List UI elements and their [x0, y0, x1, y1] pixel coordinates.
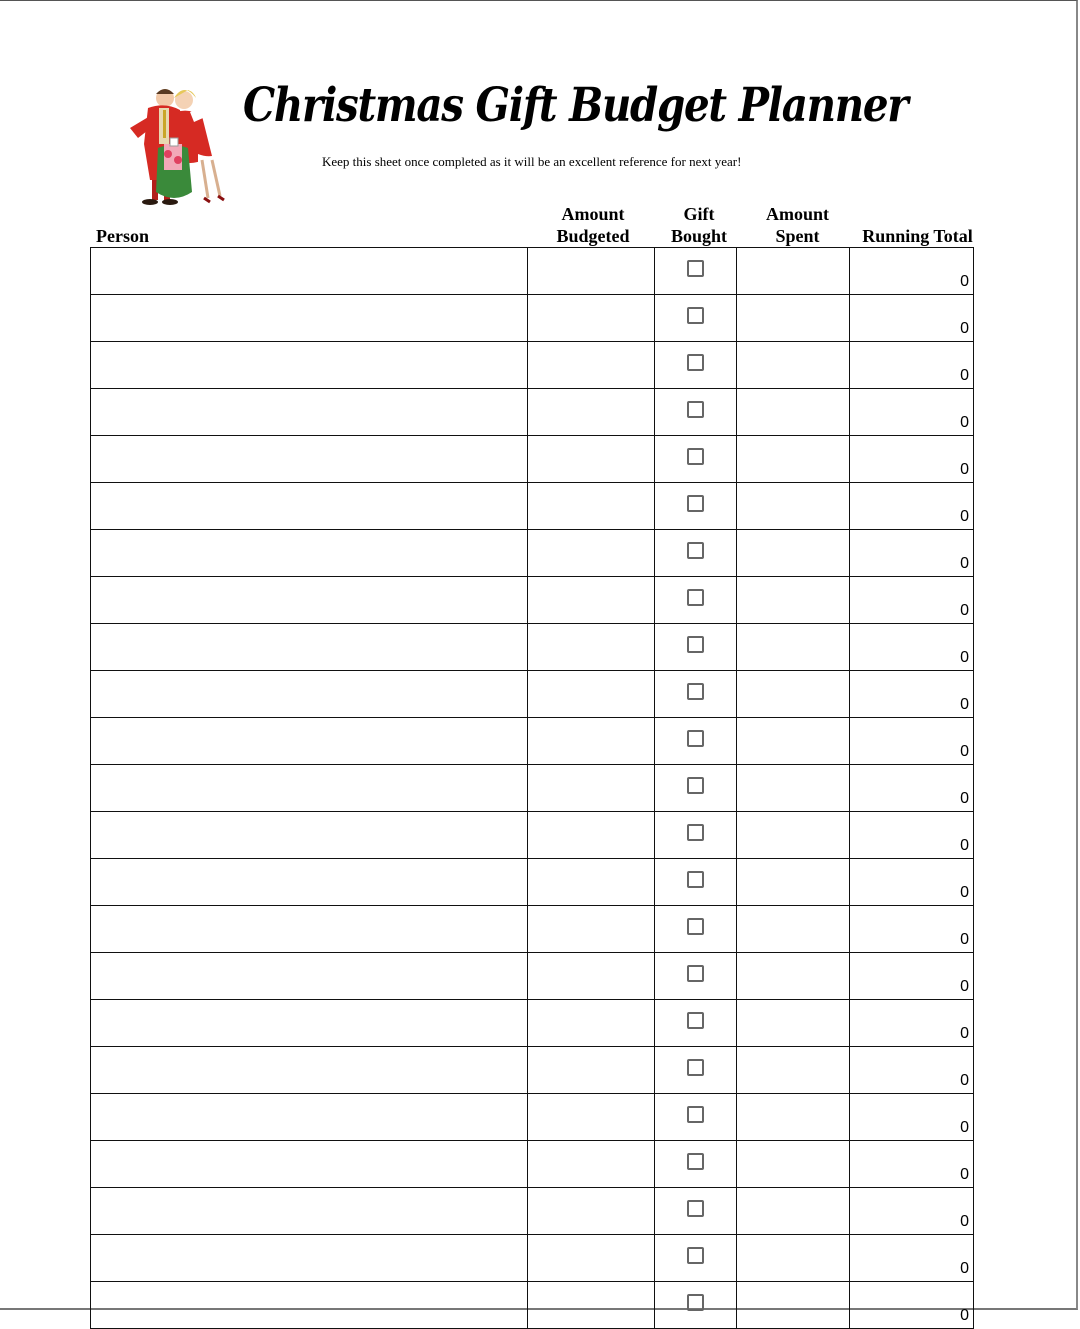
christmas-couple-illustration [118, 84, 234, 210]
amount-spent-cell[interactable] [737, 765, 850, 812]
person-cell[interactable] [91, 812, 528, 859]
running-total-cell: 0 [850, 812, 974, 859]
checkbox-icon[interactable] [687, 1200, 704, 1217]
budget-table-body [91, 248, 974, 1329]
table-row [91, 1188, 974, 1235]
table-row [91, 624, 974, 671]
running-total-cell: 0 [850, 295, 974, 342]
running-total-cell: 0 [850, 1000, 974, 1047]
amount-budgeted-cell[interactable] [528, 1000, 655, 1047]
checkbox-icon[interactable] [687, 1153, 704, 1170]
amount-spent-cell[interactable] [737, 577, 850, 624]
person-cell[interactable] [91, 1282, 528, 1329]
running-total-cell: 0 [850, 1141, 974, 1188]
gift-bought-cell [655, 436, 737, 483]
gift-bought-cell [655, 718, 737, 765]
amount-budgeted-cell[interactable] [528, 530, 655, 577]
person-cell[interactable] [91, 718, 528, 765]
column-header-label: Spent [775, 226, 820, 246]
table-row [91, 248, 974, 295]
amount-spent-cell[interactable] [737, 295, 850, 342]
amount-budgeted-cell[interactable] [528, 765, 655, 812]
table-row [91, 671, 974, 718]
amount-budgeted-cell[interactable] [528, 1235, 655, 1282]
amount-spent-cell[interactable] [737, 812, 850, 859]
running-total-cell: 0 [850, 624, 974, 671]
checkbox-icon[interactable] [687, 1294, 704, 1311]
checkbox-icon[interactable] [687, 1106, 704, 1123]
table-row [91, 1094, 974, 1141]
checkbox-icon[interactable] [687, 495, 704, 512]
column-header-label: Amount [765, 204, 829, 224]
checkbox-icon[interactable] [687, 1059, 704, 1076]
amount-spent-cell[interactable] [737, 859, 850, 906]
person-cell[interactable] [91, 859, 528, 906]
gift-bought-cell [655, 483, 737, 530]
amount-spent-cell[interactable] [737, 483, 850, 530]
amount-spent-cell[interactable] [737, 1188, 850, 1235]
gift-bought-cell [655, 1188, 737, 1235]
amount-budgeted-cell[interactable] [528, 1282, 655, 1329]
amount-budgeted-cell[interactable] [528, 1188, 655, 1235]
running-total-cell: 0 [850, 389, 974, 436]
page-title: Christmas Gift Budget Planner [243, 78, 908, 133]
amount-budgeted-cell[interactable] [528, 1141, 655, 1188]
person-cell[interactable] [91, 1047, 528, 1094]
checkbox-icon[interactable] [687, 542, 704, 559]
gift-bought-cell [655, 1235, 737, 1282]
amount-budgeted-cell[interactable] [528, 906, 655, 953]
person-cell[interactable] [91, 1094, 528, 1141]
checkbox-icon[interactable] [687, 1012, 704, 1029]
amount-spent-cell[interactable] [737, 906, 850, 953]
checkbox-icon[interactable] [687, 260, 704, 277]
checkbox-icon[interactable] [687, 824, 704, 841]
person-cell[interactable] [91, 577, 528, 624]
checkbox-icon[interactable] [687, 683, 704, 700]
page-subtitle: Keep this sheet once completed as it will be an excellent reference for next year! [322, 154, 742, 169]
checkbox-icon[interactable] [687, 448, 704, 465]
person-cell[interactable] [91, 342, 528, 389]
running-total-cell: 0 [850, 1282, 974, 1329]
person-cell[interactable] [91, 530, 528, 577]
amount-spent-cell[interactable] [737, 624, 850, 671]
person-cell[interactable] [91, 389, 528, 436]
table-row [91, 1282, 974, 1329]
running-total-cell: 0 [850, 1094, 974, 1141]
column-header-label: Gift [683, 204, 715, 224]
amount-budgeted-cell[interactable] [528, 389, 655, 436]
gift-bought-cell [655, 859, 737, 906]
gift-bought-cell [655, 624, 737, 671]
column-header-label: Running Total [862, 226, 973, 246]
column-header-label: Budgeted [556, 226, 630, 246]
running-total-cell: 0 [850, 1188, 974, 1235]
person-cell[interactable] [91, 436, 528, 483]
table-row [91, 1047, 974, 1094]
gift-bought-cell [655, 530, 737, 577]
person-cell[interactable] [91, 1235, 528, 1282]
column-header-person [96, 225, 149, 247]
amount-budgeted-cell[interactable] [528, 1094, 655, 1141]
amount-budgeted-cell[interactable] [528, 953, 655, 1000]
table-row [91, 1000, 974, 1047]
gift-bought-cell [655, 248, 737, 295]
amount-spent-cell[interactable] [737, 1000, 850, 1047]
gift-bought-cell [655, 671, 737, 718]
gift-bought-cell [655, 812, 737, 859]
column-header-running-total [855, 225, 980, 247]
running-total-cell: 0 [850, 718, 974, 765]
amount-budgeted-cell[interactable] [528, 624, 655, 671]
checkbox-icon[interactable] [687, 1247, 704, 1264]
column-header-gift-bought [658, 203, 740, 247]
gift-bought-cell [655, 1094, 737, 1141]
checkbox-icon[interactable] [687, 354, 704, 371]
checkbox-icon[interactable] [687, 307, 704, 324]
table-row [91, 859, 974, 906]
amount-spent-cell[interactable] [737, 436, 850, 483]
gift-bought-cell [655, 1047, 737, 1094]
budget-table [90, 247, 974, 1329]
checkbox-icon[interactable] [687, 918, 704, 935]
running-total-cell: 0 [850, 1047, 974, 1094]
table-row [91, 953, 974, 1000]
running-total-cell: 0 [850, 1235, 974, 1282]
checkbox-icon[interactable] [687, 589, 704, 606]
person-cell[interactable] [91, 295, 528, 342]
checkbox-icon[interactable] [687, 965, 704, 982]
gift-bought-cell [655, 765, 737, 812]
amount-budgeted-cell[interactable] [528, 1047, 655, 1094]
person-cell[interactable] [91, 953, 528, 1000]
gift-bought-cell [655, 906, 737, 953]
amount-budgeted-cell[interactable] [528, 671, 655, 718]
gift-bought-cell [655, 1000, 737, 1047]
person-cell[interactable] [91, 483, 528, 530]
person-cell[interactable] [91, 906, 528, 953]
checkbox-icon[interactable] [687, 636, 704, 653]
amount-spent-cell[interactable] [737, 1047, 850, 1094]
checkbox-icon[interactable] [687, 730, 704, 747]
gift-bought-cell [655, 1141, 737, 1188]
amount-spent-cell[interactable] [737, 389, 850, 436]
amount-spent-cell[interactable] [737, 1282, 850, 1329]
amount-spent-cell[interactable] [737, 1094, 850, 1141]
table-row [91, 577, 974, 624]
column-header-label: Amount [561, 204, 625, 224]
table-row [91, 812, 974, 859]
running-total-cell: 0 [850, 530, 974, 577]
column-header-amount-budgeted [529, 203, 657, 247]
amount-budgeted-cell[interactable] [528, 483, 655, 530]
amount-budgeted-cell[interactable] [528, 577, 655, 624]
amount-spent-cell[interactable] [737, 718, 850, 765]
checkbox-icon[interactable] [687, 401, 704, 418]
amount-spent-cell[interactable] [737, 248, 850, 295]
gift-bought-cell [655, 389, 737, 436]
gift-bought-cell [655, 953, 737, 1000]
table-row [91, 906, 974, 953]
gift-bought-cell [655, 577, 737, 624]
column-header-amount-spent [741, 203, 854, 247]
amount-budgeted-cell[interactable] [528, 859, 655, 906]
person-cell[interactable] [91, 1000, 528, 1047]
table-row [91, 530, 974, 577]
person-cell[interactable] [91, 671, 528, 718]
amount-budgeted-cell[interactable] [528, 295, 655, 342]
amount-budgeted-cell[interactable] [528, 436, 655, 483]
running-total-cell: 0 [850, 953, 974, 1000]
amount-spent-cell[interactable] [737, 953, 850, 1000]
table-row [91, 483, 974, 530]
running-total-cell: 0 [850, 248, 974, 295]
amount-spent-cell[interactable] [737, 1235, 850, 1282]
person-cell[interactable] [91, 248, 528, 295]
gift-bought-cell [655, 342, 737, 389]
running-total-cell: 0 [850, 436, 974, 483]
table-row [91, 389, 974, 436]
amount-budgeted-cell[interactable] [528, 342, 655, 389]
table-row [91, 342, 974, 389]
checkbox-icon[interactable] [687, 777, 704, 794]
table-row [91, 295, 974, 342]
person-cell[interactable] [91, 624, 528, 671]
amount-spent-cell[interactable] [737, 342, 850, 389]
running-total-cell: 0 [850, 906, 974, 953]
column-header-label: Bought [670, 226, 728, 246]
table-row [91, 718, 974, 765]
table-row [91, 436, 974, 483]
running-total-cell: 0 [850, 765, 974, 812]
running-total-cell: 0 [850, 342, 974, 389]
amount-spent-cell[interactable] [737, 671, 850, 718]
running-total-cell: 0 [850, 859, 974, 906]
amount-budgeted-cell[interactable] [528, 812, 655, 859]
amount-budgeted-cell[interactable] [528, 718, 655, 765]
column-header-label: Person [96, 226, 149, 246]
running-total-cell: 0 [850, 483, 974, 530]
running-total-cell: 0 [850, 577, 974, 624]
person-cell[interactable] [91, 1141, 528, 1188]
table-row [91, 765, 974, 812]
checkbox-icon[interactable] [687, 871, 704, 888]
person-cell[interactable] [91, 1188, 528, 1235]
amount-spent-cell[interactable] [737, 1141, 850, 1188]
gift-bought-cell [655, 1282, 737, 1329]
person-cell[interactable] [91, 765, 528, 812]
amount-spent-cell[interactable] [737, 530, 850, 577]
table-row [91, 1141, 974, 1188]
gift-bought-cell [655, 295, 737, 342]
running-total-cell: 0 [850, 671, 974, 718]
amount-budgeted-cell[interactable] [528, 248, 655, 295]
table-row [91, 1235, 974, 1282]
